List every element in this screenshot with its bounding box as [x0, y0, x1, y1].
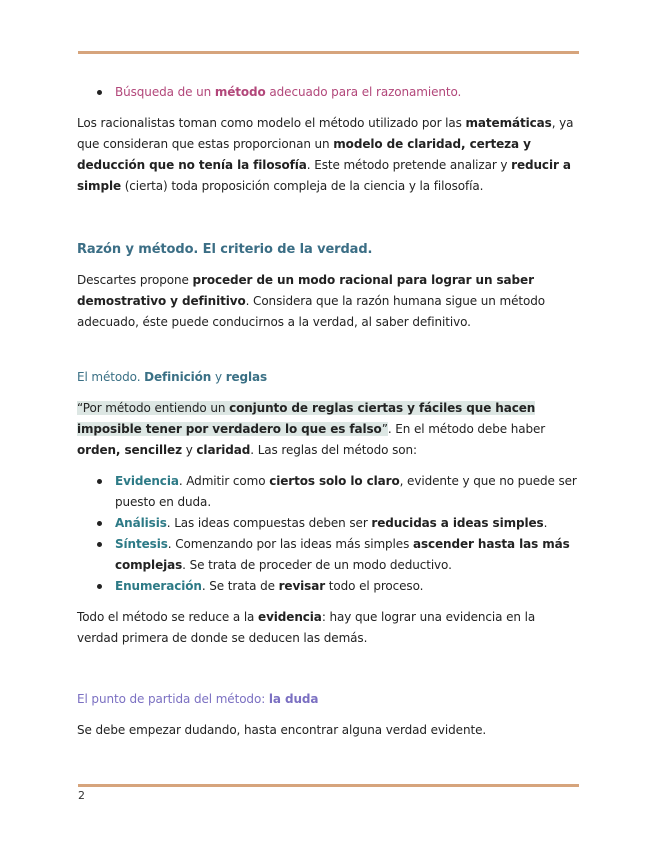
text: . En el método debe haber [387, 422, 546, 436]
list-item [77, 534, 577, 576]
heading-duda [77, 689, 577, 710]
text: : hay que lograr una evidencia en la verdad primera de donde se deducen las demás. [77, 610, 536, 645]
rule-term: Enumeración [115, 579, 202, 593]
text: Descartes propone [77, 273, 193, 287]
bullet-list-top [77, 82, 577, 103]
paragraph-definicion-metodo [77, 398, 577, 461]
text: adecuado para el razonamiento. [265, 85, 462, 99]
text: , ya que consideran que estas proporcionan un [77, 116, 574, 151]
bold-text: revisar [278, 579, 326, 593]
bold-text: método [214, 85, 266, 99]
bold-text: Definición [144, 370, 212, 384]
bold-text: modelo de claridad, certeza y deducción que no tenía la filosofía [77, 137, 531, 172]
text: , evidente y que no puede ser puesto en duda. [115, 474, 577, 509]
text: . Las ideas compuestas deben ser [166, 516, 372, 530]
paragraph-racionalistas [77, 113, 577, 197]
list-item [77, 82, 577, 103]
text: ” [381, 422, 388, 436]
heading-metodo-reglas [77, 367, 577, 388]
rule-term: Análisis [115, 516, 167, 530]
page-content [77, 82, 577, 741]
rules-list [77, 471, 577, 597]
paragraph-dudar: Se debe empezar dudando, hasta encontrar alguna verdad evidente. [77, 723, 487, 737]
bold-text: conjunto de reglas ciertas y fáciles que hacen imposible tener por verdadero lo que es falso [77, 401, 536, 436]
bold-text: ascender hasta las más complejas [115, 537, 570, 572]
text: y [211, 370, 226, 384]
text: . Se trata de [201, 579, 279, 593]
text: . [543, 516, 548, 530]
bold-text: matemáticas [465, 116, 552, 130]
bold-text: reducidas a ideas simples [371, 516, 544, 530]
rule-term: Evidencia [115, 474, 179, 488]
text: . Se trata de proceder de un modo deductivo. [182, 558, 452, 572]
list-item [77, 471, 577, 513]
bold-text: orden, sencillez [77, 443, 182, 457]
bold-text: ciertos solo lo claro [269, 474, 400, 488]
text: El punto de partida del método: [77, 692, 269, 706]
text: . Este método pretende analizar y [306, 158, 512, 172]
page-number: 2 [78, 789, 85, 802]
text: Búsqueda de un [115, 85, 215, 99]
text: Los racionalistas toman como modelo el método utilizado por las [77, 116, 466, 130]
paragraph-descartes [77, 270, 577, 333]
heading-razon-metodo: Razón y método. El criterio de la verdad. [77, 242, 373, 257]
text: todo el proceso. [325, 579, 424, 593]
footer-rule [78, 784, 579, 787]
bold-text: reglas [225, 370, 268, 384]
bold-text: claridad [196, 443, 251, 457]
text: . Admitir como [178, 474, 270, 488]
bold-text: evidencia [258, 610, 322, 624]
text: y [181, 443, 197, 457]
rule-term: Síntesis [115, 537, 168, 551]
bold-text: la duda [268, 692, 319, 706]
list-item [77, 513, 577, 534]
text: “Por método entiendo un [77, 401, 230, 415]
header-rule [78, 51, 579, 54]
list-item [77, 576, 577, 597]
text: . Comenzando por las ideas más simples [167, 537, 413, 551]
text: . Considera que la razón humana sigue un método adecuado, éste puede conducirnos a la verdad, al saber definitivo. [77, 294, 545, 329]
bold-text: reducir a simple [77, 158, 571, 193]
text: . Las reglas del método son: [250, 443, 417, 457]
text: El método. [77, 370, 145, 384]
bold-text: proceder de un modo racional para lograr un saber demostrativo y definitivo [77, 273, 534, 308]
text: (cierta) toda proposición compleja de la ciencia y la filosofía. [121, 179, 484, 193]
text: Todo el método se reduce a la [77, 610, 259, 624]
paragraph-evidencia [77, 607, 577, 649]
